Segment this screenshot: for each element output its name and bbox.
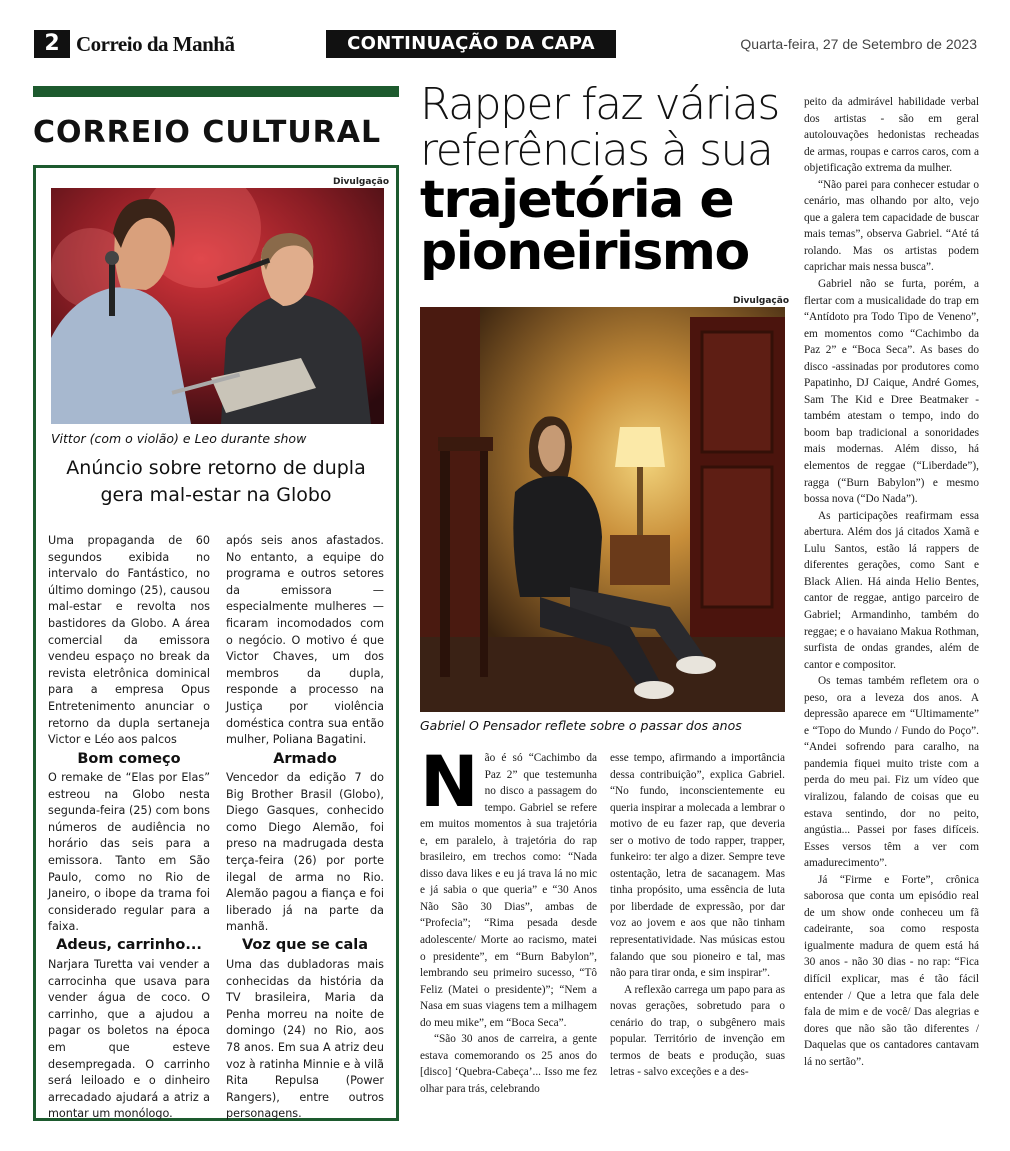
note-text: O remake de “Elas por Elas” estreou na Globo nesta segunda-feira (25) com bons números de audiência no horário das seis para a emissora. Tanto em São Paulo, como no Rio de Janeiro, o ibope da trama foi considerado regular para a faixa.: [48, 771, 210, 934]
section-rule: [33, 86, 399, 97]
article-paragraph: Já “Firme e Forte”, crônica saborosa que conta um episódio real de um show onde conheceu um fã cadeirante, soa como resposta igualmente madura de quem está há 30 anos - não 30 dias - no rap: “Fica difícil explicar, mas é tão fácil entender / Que a letra que fala dele fala de mim e de você/ Das alegrias e dores que não são tão diferentes / Daquelas que os cantadores cantavam lá no sertão”.: [804, 873, 979, 1068]
article-column-1: [420, 741, 597, 1097]
story-column-1: Uma propaganda de 60 segundos exibida no intervalo do Fantástico, no último domingo (25), causou mal-estar e revolta nos bastidores da Globo. A área comercial da emissora vendeu espaço no break da revista eletrônica dominical para a empresa Opus Entretenimento anunciar o retorno da dupla sertaneja Victor e Léo aos palcos: [48, 534, 210, 747]
page-number: 2: [34, 30, 70, 58]
article-column-3: [804, 94, 979, 1070]
section-title: CORREIO CULTURAL: [33, 115, 382, 150]
publication-date: Quarta-feira, 27 de Setembro de 2023: [740, 36, 977, 52]
main-headline-light: Rapper faz várias referências à sua: [420, 79, 779, 176]
article-paragraph: ão é só “Cachimbo da Paz 2” que testemunha no disco a passagem do tempo. Gabriel se refere em muitos momentos à sua trajetória e, em paralelo, à trajetória do rap brasileiro, em trechos como: “Nada disso dava likes e eu já trava lá no mic e já sabia o que queria” e “30 Anos Não São 30 Dias”, ambas de “Profecia”; “Rima pesada desde adolescente/ Morte ao racismo, matei o presidente”, em “Burn Babylon”, lembrando seu primeiro sucesso, “Tô Feliz (Matei o presidente)”; “Nem a Nasa em suas viagens tem a milhagem do meu mike”, em “Boca Seca”.: [420, 752, 597, 1029]
article-paragraph: Os temas também refletem ora o peso, ora a leveza dos anos. A depressão aparece em “Ultimamente” e “Topo do Mundo / Fundo do Poço”. “Andei sofrendo para caralho, na pandemia fiquei muito triste com a perda do meu pai. Fiz um vídeo que viralizou, falando de coisas que eu estava sentindo, dor no peito, angústia... Passei por fases difíceis. Esses versos têm a ver com amadurecimento”.: [804, 675, 979, 870]
article-paragraph: Gabriel não se furta, porém, a flertar com a musicalidade do trap em “Antídoto pra Todo Tipo de Veneno”, em momentos como “Cachimbo da Paz 2” e “Boca Seca”. As bases do disco -assinadas por produtores como Papatinho, DJ Caique, André Gomes, Sam The Kid e Dree Beatmaker - também atestam o tempo, indo do boom bap tradicional a sonoridades mais modernas. Além disso, há elementos de reggae (“Liberdade”), ragga (“Burn Babylon”) e mesmo bossa nova (“Do Nada”).: [804, 278, 979, 506]
concert-photo: [51, 188, 384, 424]
story-headline: Anúncio sobre retorno de dupla gera mal-estar na Globo: [66, 457, 366, 506]
section-banner: CONTINUAÇÃO DA CAPA: [326, 30, 616, 58]
article-paragraph: A reflexão carrega um papo para as novas gerações, sobretudo para o cenário do trap, o subgênero mais popular. Território de invenção em termos de beats e produção, suas letras - salvo exceções e a des-: [610, 983, 785, 1079]
rapper-photo: [420, 307, 785, 712]
photo-caption: Vittor (com o violão) e Leo durante show: [51, 431, 307, 446]
article-column-2: [610, 750, 785, 1081]
note-title: Bom começo: [77, 751, 181, 767]
main-headline-bold: trajetória e pioneirismo: [420, 170, 749, 282]
article-paragraph: “São 30 anos de carreira, a gente estava comemorando os 25 anos do [disco] ‘Quebra-Cabeça’... Isso me fez olhar para trás, celebrando: [420, 1033, 597, 1095]
note-title: Adeus, carrinho...: [56, 937, 202, 953]
photo-credit: Divulgação: [333, 177, 390, 187]
note-text: Vencedor da edição 7 do Big Brother Brasil (Globo), Diego Gasques, conhecido como Diego Alemão, foi preso na madrugada desta terça-feira (26) por porte ilegal de arma no Rio. Alemão pagou a fiança e foi liberado já na parte da manhã.: [226, 771, 384, 934]
article-paragraph: “Não parei para conhecer estudar o cenário, mas olhando por alto, vejo que a galera tem capacidade de buscar mais temas”, observa Gabriel. “Até tá rolando. Mas os artistas podem caprichar mais nessa busca”.: [804, 178, 979, 274]
note-text: Uma das dubladoras mais conhecidas da história da TV brasileira, Maria da Penha morreu na noite de domingo (24) no Rio, aos 78 anos. Em sua A atriz deu voz à ratinha Minnie e à vilã Rita Repulsa (Power Rangers), entre outros personagens.: [226, 958, 384, 1121]
article-paragraph: As participações reafirmam essa abertura. Além dos já citados Xamã e Lulu Santos, estão lá rappers de diferentes gerações, como Sant e Black Alien. Há ainda Helio Bentes, cantor de reggae, antigo parceiro de Gabriel; Armandinho, também do reggae; e o havaiano Makua Rothman, surfista de ondas grandes, além de cantor e compositor.: [804, 509, 979, 671]
article-paragraph: peito da admirável habilidade verbal dos artistas - são em geral autolouvações hedonistas recheadas de armas, roupas e carros caros, com a objetificação extrema da mulher.: [804, 96, 979, 175]
note-title: Armado: [273, 751, 337, 767]
photo-credit: Divulgação: [733, 296, 790, 306]
photo-caption: Gabriel O Pensador reflete sobre o passar dos anos: [420, 718, 742, 733]
article-paragraph: esse tempo, afirmando a importância dessa contribuição”, explica Gabriel. “No fundo, inconscientemente eu queria inspirar a molecada a lembrar o motivo de eu fazer rap, que deveria ser o motivo de todo rapper, trapper, funkeiro: ter algo a dizer. Sempre teve ostentação, letra de sacanagem. Mas tinha propósito, uma essência de luta por liberdade de expressão, por dar voz ao jovem e aos que não tinham representatividade. Nas músicas estou falando que sou pioneiro e tal, mas não para tirar onda, e sim inspirar”.: [610, 752, 785, 980]
drop-cap: N: [420, 741, 479, 823]
note-title: Voz que se cala: [241, 937, 369, 953]
story-column-2: após seis anos afastados. No entanto, a equipe do programa e outros setores da emissora — especialmente mulheres — ficaram incomodados com o negócio. O motivo é que Victor Chaves, um dos membros da dupla, responde a processo na Justiça por violência doméstica contra sua então mulher, Poliana Bagatini.: [226, 534, 384, 747]
newspaper-name: Correio da Manhã: [76, 32, 235, 56]
note-text: Narjara Turetta vai vender a carrocinha que usava para vender água de coco. O carrinho, que a ajudou a pagar os boletos na época em que esteve desempregada. O carrinho será leiloado e o dinheiro arrecadado ajudará a atriz a montar um monólogo.: [48, 958, 210, 1121]
